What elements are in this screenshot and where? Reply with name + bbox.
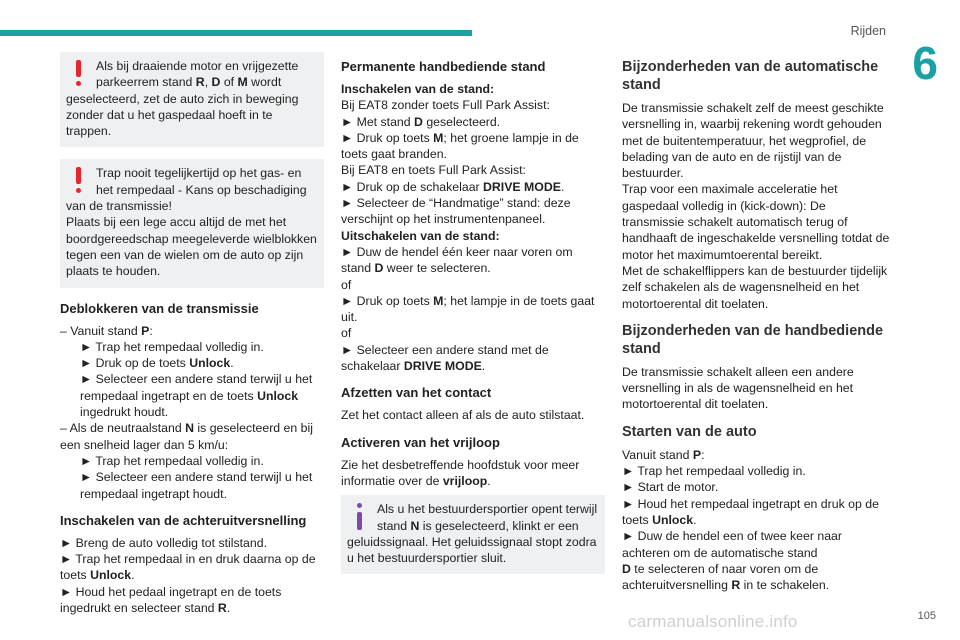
warning-note-pedals: [60, 159, 324, 287]
info-text: Als u het bestuurdersportier opent terwijl stand N is geselecteerd, klinkt er een geluidssignaal. Het geluidssignaal stopt zodra u het bestuurdersportier sluit.: [347, 502, 598, 566]
info-icon: [349, 503, 371, 531]
warning-exclamation-icon: [68, 167, 90, 195]
column-middle: [341, 52, 605, 586]
heading-automatic-mode: Bijzonderheden van de automatische stand: [622, 59, 879, 93]
deblock-steps: – Vanuit stand P: ► Trap het rempedaal volledig in. ► Druk op de toets Unlock. ► Selecteer een andere stand terwijl u het rempedaal ingetrapt en de toets Unlock ingedrukt houdt. – Als de neutraalstand N is geselecteerd en bij een snelheid lager dan 5 km/u: ► Trap het rempedaal volledig in. ► Selecteer een andere stand terwijl u het rempedaal ingetrapt houdt.: [60, 323, 313, 501]
warning-note-engine-running: [60, 52, 324, 147]
warning-text: Trap nooit tegelijkertijd op het gas- en het rempedaal - Kans op beschadiging van de transmissie! Plaats bij een lege accu altijd de met het boordgereedschap meegeleverde wielblokken tegen een van de wielen om de auto op zijn plaats te houden.: [66, 166, 317, 279]
heading-starting: Starten van de auto: [622, 423, 757, 440]
warning-exclamation-icon: [68, 60, 90, 88]
heading-manual-mode: Bijzonderheden van de handbediende stand: [622, 322, 884, 357]
starting-steps: Vanuit stand P: ► Trap het rempedaal volledig in. ► Start de motor. ► Houd het rempedaal ingetrapt en druk op de toets Unlock. ► Duw de hendel een of twee keer naar achteren om de automatische stand D te selecteren of naar voren om de achteruitversnelling R in te schakelen.: [622, 447, 879, 593]
column-left: [60, 52, 324, 616]
page-number: 105: [917, 610, 936, 622]
heading-reverse: Inschakelen van de achteruitversnelling: [60, 512, 307, 528]
heading-permanent-manual: Permanente handbediende stand: [341, 59, 546, 74]
contact-text: Zet het contact alleen af als de auto stilstaat.: [341, 408, 585, 423]
reverse-steps: ► Breng de auto volledig tot stilstand. ► Trap het rempedaal in en druk daarna op de toets Unlock. ► Houd het pedaal ingetrapt en de toets ingedrukt en selecteer stand R.: [60, 535, 316, 616]
permanent-manual-steps: Inschakelen van de stand: Bij EAT8 zonder toets Full Park Assist: ► Met stand D geselecteerd. ► Druk op toets M; het groene lampje in de toets gaat branden. Bij EAT8 en toets Full Park Assist: ► Druk op de schakelaar DRIVE MODE. ► Selecteer de “Handmatige” stand: deze verschijnt op het instrumentenpaneel. Uitschakelen van de stand: ► Duw de hendel één keer naar voren om stand D weer te selecteren. of ► Druk op toets M; het lampje in de toets gaat uit. of ► Selecteer een andere stand met de schakelaar DRIVE MODE.: [341, 82, 595, 374]
heading-deblock: Deblokkeren van de transmissie: [60, 300, 259, 316]
warning-text: Als bij draaiende motor en vrijgezette parkeerrem stand R, D of M wordt geselecteerd, zet de auto zich in beweging zonder dat u het gaspedaal hoeft in te trappen.: [66, 59, 299, 139]
heading-contact-off: Afzetten van het contact: [341, 385, 492, 401]
manual-mode-text: De transmissie schakelt alleen een andere versnelling in als de wagensnelheid en het motortoerental dit toelaten.: [622, 364, 854, 412]
info-note-driver-door: [341, 495, 605, 574]
top-accent-bar: [0, 30, 472, 36]
section-title: Rijden: [850, 24, 886, 38]
heading-freewheel: Activeren van het vrijloop: [341, 434, 500, 450]
freewheel-text: Zie het desbetreffende hoofdstuk voor meer informatie over de vrijloop.: [341, 457, 580, 488]
chapter-number: 6: [912, 37, 938, 89]
watermark: carmanualsonline.info: [628, 612, 798, 631]
column-right: [622, 52, 890, 593]
automatic-mode-text: De transmissie schakelt zelf de meest geschikte versnelling in, waarbij rekening wordt gehouden met de buitentemperatuur, het wegprofiel, de belading van de auto en de rijstijl van de bestuurder. Trap voor een maximale acceleratie het gaspedaal volledig in (kick-down): De transmissie schakelt automatisch terug of handhaaft de ingeschakelde versnelling totdat de motor het maximumtoerental bereikt. Met de schakelflippers kan de bestuurder tijdelijk zelf schakelen als de wagensnelheid en het motortoerental dit toelaten.: [622, 101, 890, 311]
